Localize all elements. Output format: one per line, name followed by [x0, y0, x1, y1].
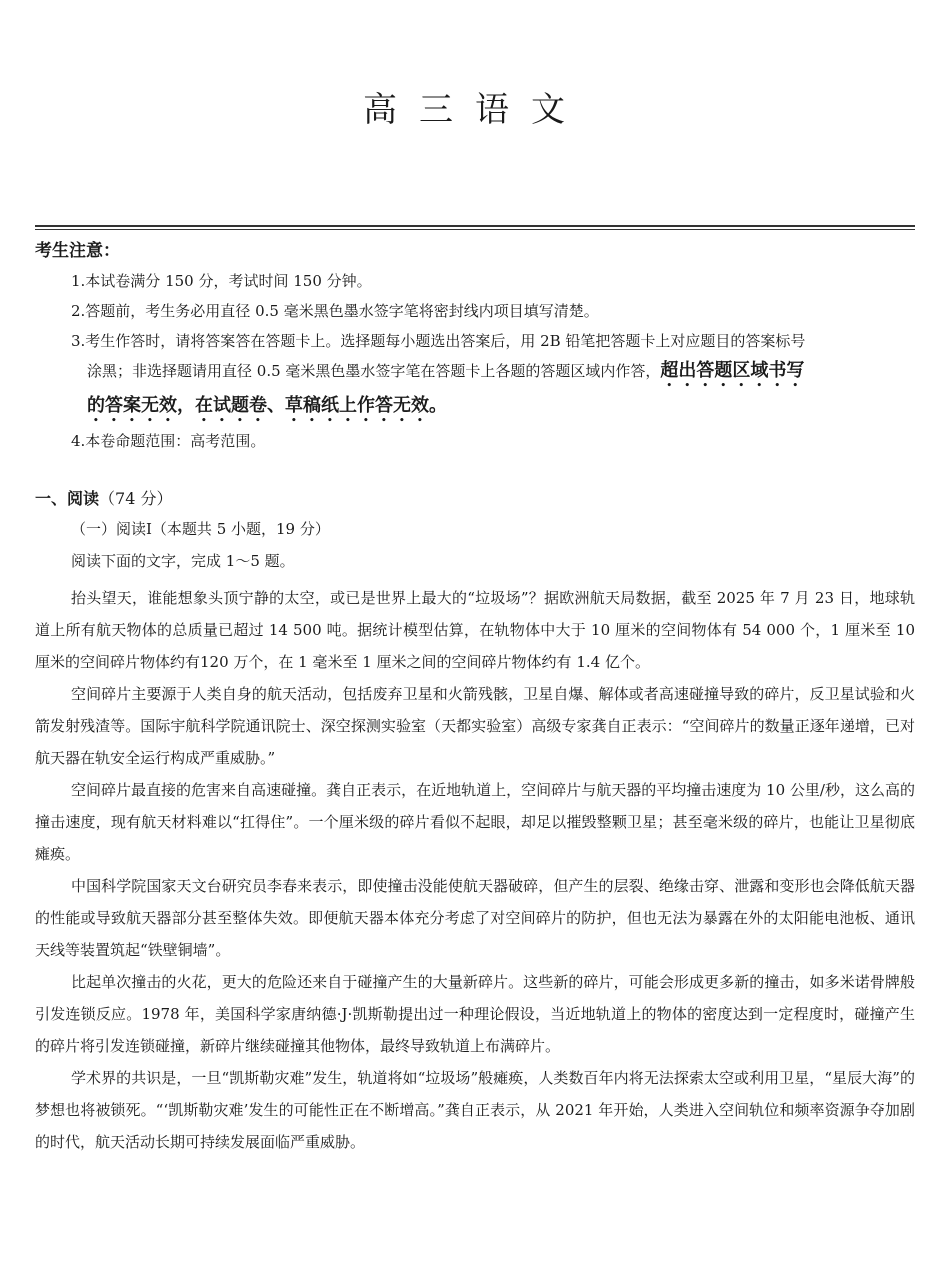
passage-paragraph: 空间碎片最直接的危害来自高速碰撞。龚自正表示，在近地轨道上，空间碎片与航天器的平均撞击速度为 10 公里/秒，这么高的撞击速度，现有航天材料难以“扛得住”。一个厘米级的碎片看似不起眼，却足以摧毁整颗卫星；甚至毫米级的碎片，也能让卫星彻底瘫痪。: [35, 781, 915, 863]
section-heading: [35, 486, 172, 509]
section-title: 一、阅读: [35, 489, 100, 508]
header-divider-thin: [35, 229, 915, 230]
notice-item-3-emphasis: 超出答题区域书写: [660, 360, 805, 381]
notice-list: [35, 266, 915, 456]
passage-paragraph: 抬头望天，谁能想象头顶宁静的太空，或已是世界上最大的“垃圾场”？据欧洲航天局数据，截至 2025 年 7 月 23 日，地球轨道上所有航天物体的总质量已超过 14 500 吨。据统计模型估算，在轨物体中大于 10 厘米的空间物体有 54 000 个，1 厘米至 10 厘米的空间碎片物体约有120 万个，在 1 毫米至 1 厘米之间的空间碎片物体约有 1.4 亿个。: [35, 589, 915, 671]
notice-item-1: 1.本试卷满分 150 分，考试时间 150 分钟。: [71, 272, 372, 290]
notice-item-3-emphasis-cont: 的答案无效，在试题卷、草稿纸上作答无效。: [87, 395, 447, 416]
notice-item-3-plain: 涂黑；非选择题请用直径 0.5 毫米黑色墨水签字笔在答题卡上各题的答题区域内作答，: [87, 362, 661, 380]
passage-paragraph: 比起单次撞击的火花，更大的危险还来自于碰撞产生的大量新碎片。这些新的碎片，可能会形成更多新的撞击，如多米诺骨牌般引发连锁反应。1978 年，美国科学家唐纳德·J·凯斯勒提出过一种理论假设，当近地轨道上的物体的密度达到一定程度时，碰撞产生的碎片将引发连锁碰撞，新碎片继续碰撞其他物体，最终导致轨道上布满碎片。: [35, 973, 915, 1055]
notice-heading: 考生注意：: [35, 241, 120, 261]
passage-paragraph: 空间碎片主要源于人类自身的航天活动，包括废弃卫星和火箭残骸，卫星自爆、解体或者高速碰撞导致的碎片，反卫星试验和火箭发射残渣等。国际宇航科学院通讯院士、深空探测实验室（天都实验室）高级专家龚自正表示：“空间碎片的数量正逐年递增，已对航天器在轨安全运行构成严重威胁。”: [35, 685, 915, 767]
section-points: （74 分）: [99, 489, 173, 508]
passage-paragraph: 学术界的共识是，一旦“凯斯勒灾难”发生，轨道将如“垃圾场”般瘫痪，人类数百年内将无法探索太空或利用卫星，“星辰大海”的梦想也将被锁死。“‘凯斯勒灾难’发生的可能性正在不断增高。”龚自正表示，从 2021 年开始，人类进入空间轨位和频率资源争夺加剧的时代，航天活动长期可持续发展面临严重威胁。: [35, 1069, 915, 1151]
reading-passage: [35, 582, 915, 1158]
notice-item-3-line-1: 3.考生作答时，请将答案答在答题卡上。选择题每小题选出答案后，用 2B 铅笔把答题卡上对应题目的答案标号: [71, 332, 806, 350]
sub-section-heading: （一）阅读Ⅰ（本题共 5 小题，19 分）: [71, 520, 330, 538]
notice-item-4: 4.本卷命题范围：高考范围。: [71, 432, 266, 450]
reading-instruction: 阅读下面的文字，完成 1～5 题。: [71, 552, 295, 570]
notice-item-3-line-3: [35, 391, 915, 426]
notice-item-2: 2.答题前，考生务必用直径 0.5 毫米黑色墨水签字笔将密封线内项目填写清楚。: [71, 302, 599, 320]
page-title: 高三语文: [363, 90, 587, 130]
header-divider-thick: [35, 225, 915, 227]
passage-paragraph: 中国科学院国家天文台研究员李春来表示，即使撞击没能使航天器破碎，但产生的层裂、绝缘击穿、泄露和变形也会降低航天器的性能或导致航天器部分甚至整体失效。即便航天器本体充分考虑了对空间碎片的防护，但也无法为暴露在外的太阳能电池板、通讯天线等装置筑起“铁壁铜墙”。: [35, 877, 915, 959]
notice-item-3-line-2: [35, 356, 915, 391]
